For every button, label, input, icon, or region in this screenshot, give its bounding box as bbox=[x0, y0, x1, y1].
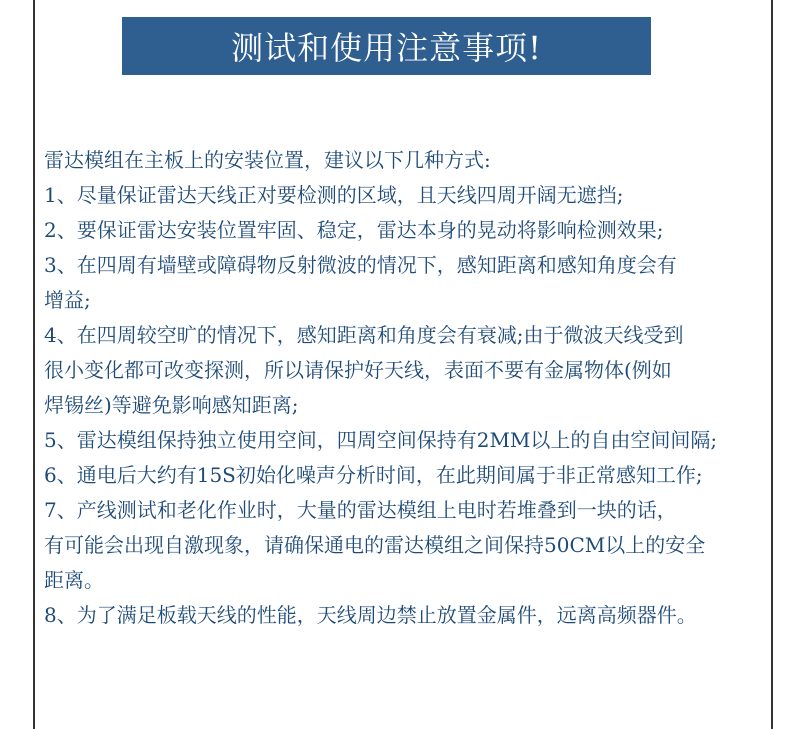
title-banner bbox=[122, 17, 651, 75]
note-line: 8、为了满足板载天线的性能，天线周边禁止放置金属件，远离高频器件。 bbox=[44, 603, 697, 627]
note-line: 6、通电后大约有15S初始化噪声分析时间，在此期间属于非正常感知工作; bbox=[44, 463, 703, 487]
note-line: 1、尽量保证雷达天线正对要检测的区域，且天线四周开阔无遮挡; bbox=[44, 183, 624, 207]
note-line: 很小变化都可改变探测，所以请保护好天线，表面不要有金属物体(例如 bbox=[44, 358, 672, 382]
note-line: 有可能会出现自激现象，请确保通电的雷达模组之间保持50CM以上的安全 bbox=[44, 533, 706, 557]
note-line: 焊锡丝)等避免影响感知距离; bbox=[44, 393, 299, 417]
note-line: 距离。 bbox=[44, 568, 104, 592]
note-line: 7、产线测试和老化作业时，大量的雷达模组上电时若堆叠到一块的话， bbox=[44, 498, 677, 522]
note-line: 增益; bbox=[44, 288, 91, 312]
note-line: 2、要保证雷达安装位置牢固、稳定，雷达本身的晃动将影响检测效果; bbox=[44, 218, 664, 242]
note-line: 5、雷达模组保持独立使用空间，四周空间保持有2MM以上的自由空间间隔; bbox=[44, 428, 718, 452]
note-line: 4、在四周较空旷的情况下，感知距离和角度会有衰减;由于微波天线受到 bbox=[44, 323, 684, 347]
notes-body bbox=[44, 143, 784, 633]
note-line: 3、在四周有墙壁或障碍物反射微波的情况下，感知距离和感知角度会有 bbox=[44, 253, 677, 277]
note-line: 雷达模组在主板上的安装位置，建议以下几种方式: bbox=[44, 148, 491, 172]
page-title: 测试和使用注意事项! bbox=[231, 29, 542, 67]
